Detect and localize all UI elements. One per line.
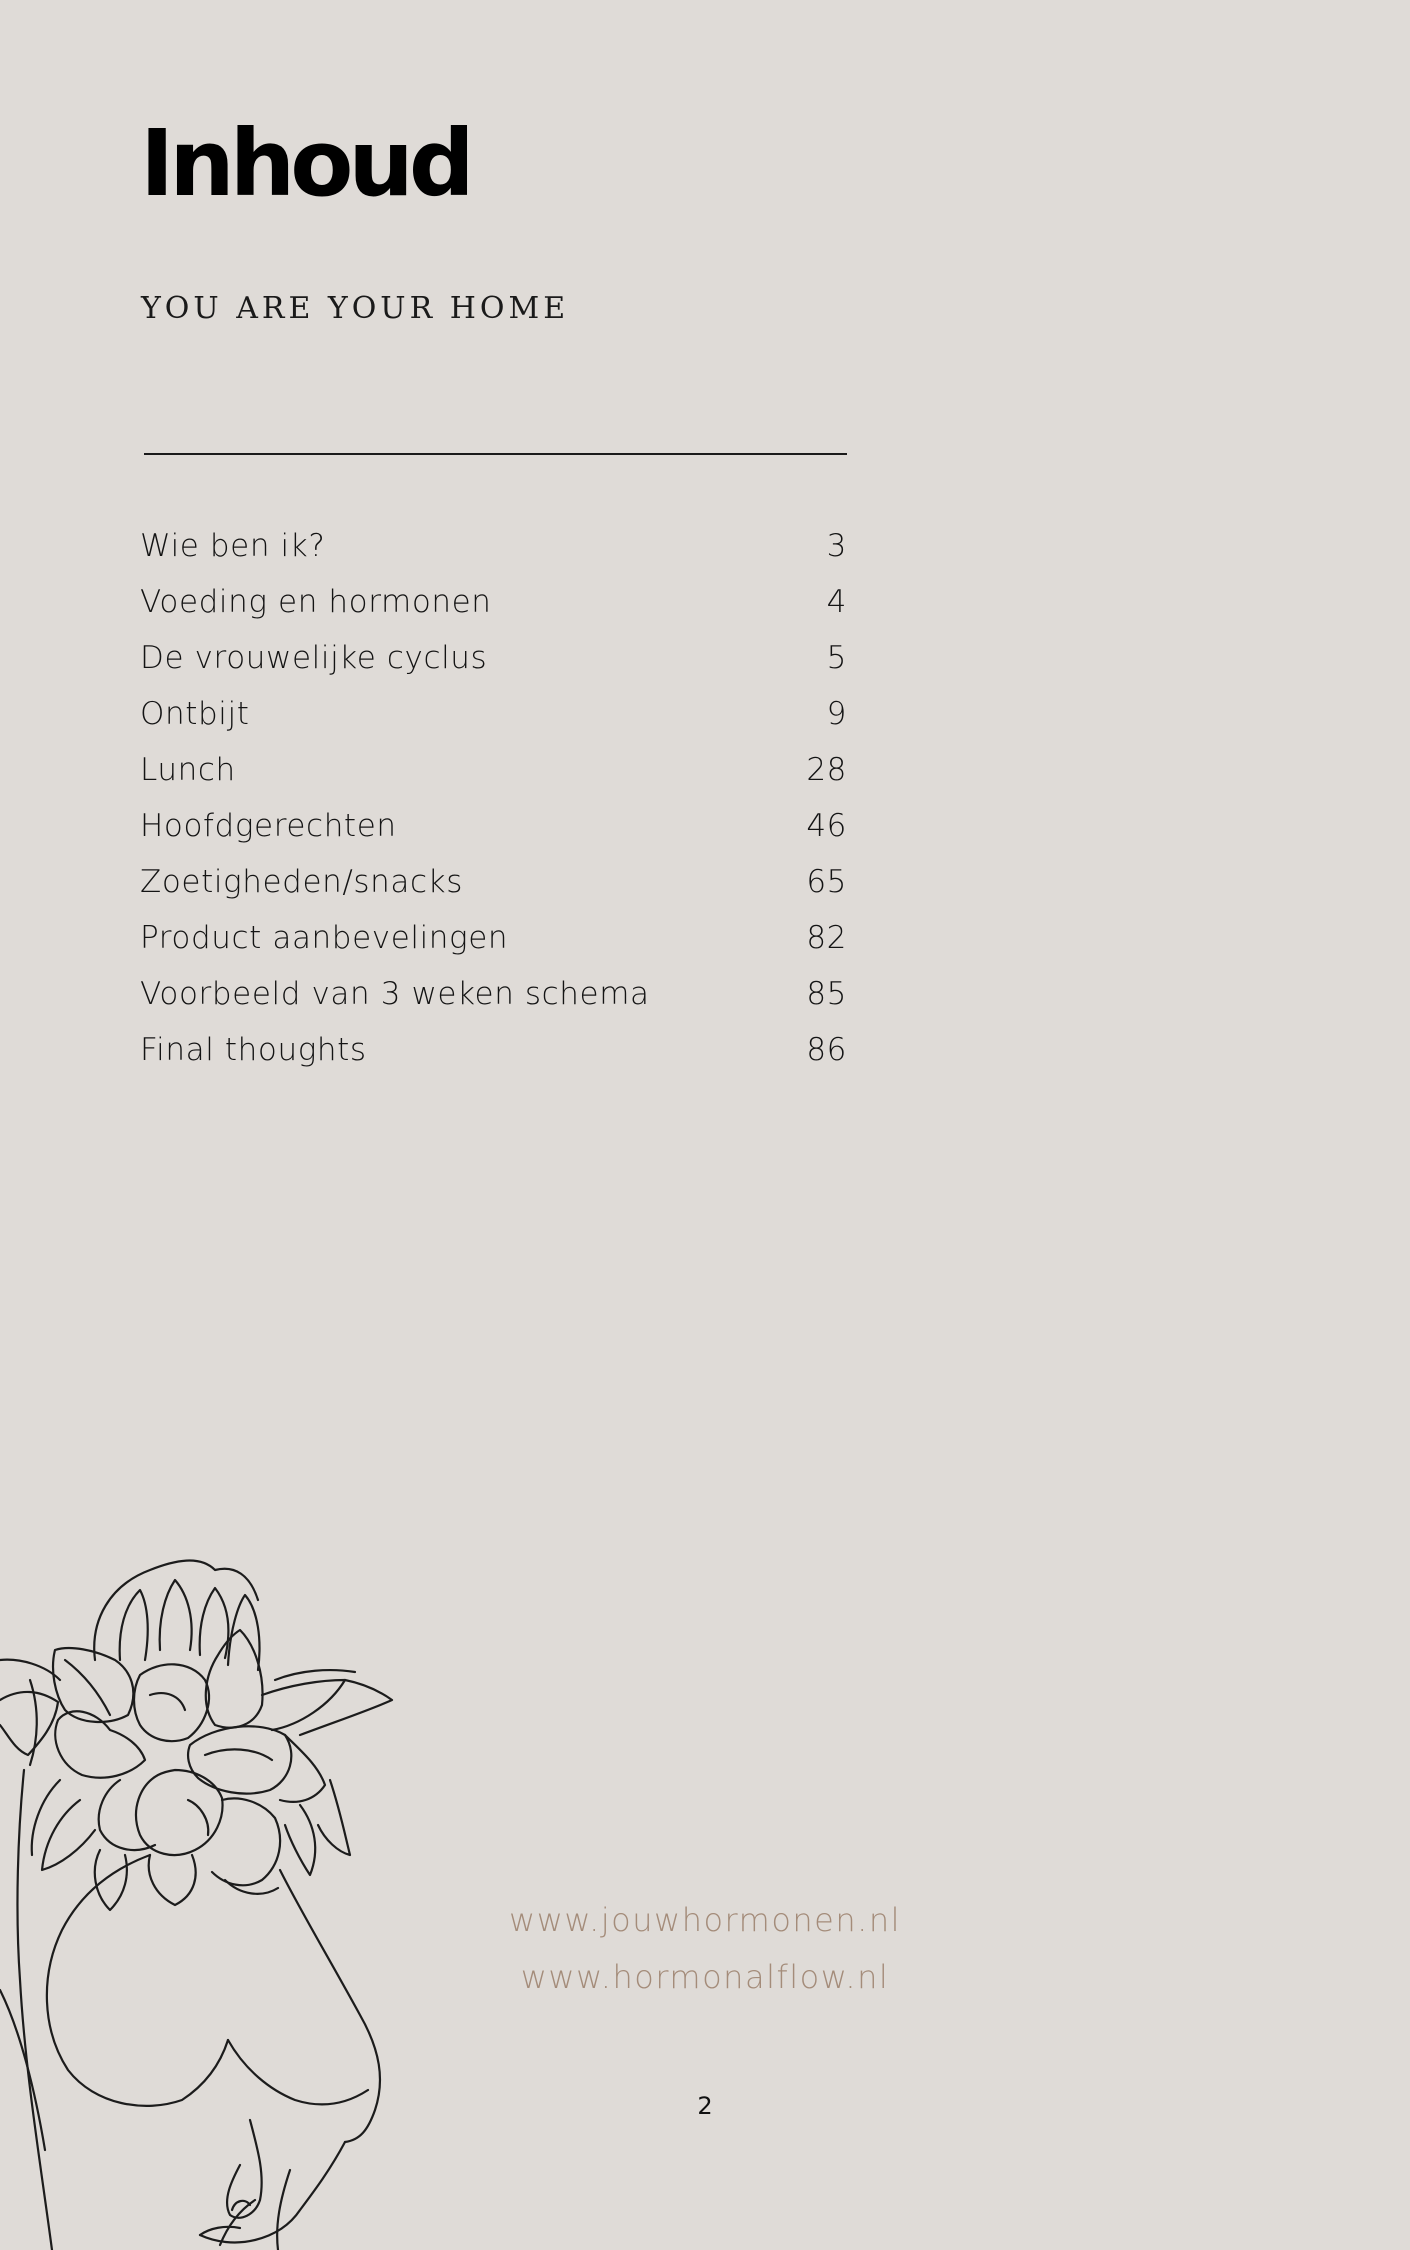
toc-page-number: 86 [806, 1032, 847, 1068]
toc-page-number: 82 [806, 920, 847, 956]
toc-page-number: 4 [826, 584, 847, 620]
toc-row[interactable] [140, 798, 847, 854]
toc-label: Hoofdgerechten [140, 808, 397, 844]
toc-page-number: 65 [806, 864, 847, 900]
divider [144, 453, 847, 455]
toc-label: Ontbijt [140, 696, 250, 732]
toc-row[interactable] [140, 854, 847, 910]
toc-page-number: 85 [806, 976, 847, 1012]
toc-row[interactable] [140, 574, 847, 630]
website-links [430, 1892, 980, 2006]
toc-page-number: 9 [826, 696, 847, 732]
toc-label: Product aanbevelingen [140, 920, 509, 956]
toc-label: Voeding en hormonen [140, 584, 492, 620]
flower-woman-illustration [0, 1510, 420, 2250]
toc-row[interactable] [140, 966, 847, 1022]
toc-row[interactable] [140, 518, 847, 574]
toc-label: De vrouwelijke cyclus [140, 640, 488, 676]
subtitle: YOU ARE YOUR HOME [141, 291, 570, 326]
table-of-contents [140, 518, 847, 1078]
toc-label: Lunch [140, 752, 236, 788]
toc-label: Final thoughts [140, 1032, 367, 1068]
toc-label: Wie ben ik? [140, 528, 326, 564]
toc-page-number: 46 [806, 808, 847, 844]
toc-row[interactable] [140, 742, 847, 798]
toc-row[interactable] [140, 1022, 847, 1078]
website-link-hormonalflow[interactable]: www.hormonalflow.nl [520, 1958, 890, 1996]
toc-row[interactable] [140, 630, 847, 686]
toc-label: Zoetigheden/snacks [140, 864, 463, 900]
toc-label: Voorbeeld van 3 weken schema [140, 976, 650, 1012]
toc-row[interactable] [140, 910, 847, 966]
page-title: Inhoud [140, 110, 470, 217]
toc-page-number: 28 [806, 752, 847, 788]
website-link-jouwhormonen[interactable]: www.jouwhormonen.nl [509, 1901, 901, 1939]
page-number: 2 [697, 2092, 713, 2120]
toc-page-number: 5 [826, 640, 847, 676]
toc-row[interactable] [140, 686, 847, 742]
toc-page-number: 3 [826, 528, 847, 564]
